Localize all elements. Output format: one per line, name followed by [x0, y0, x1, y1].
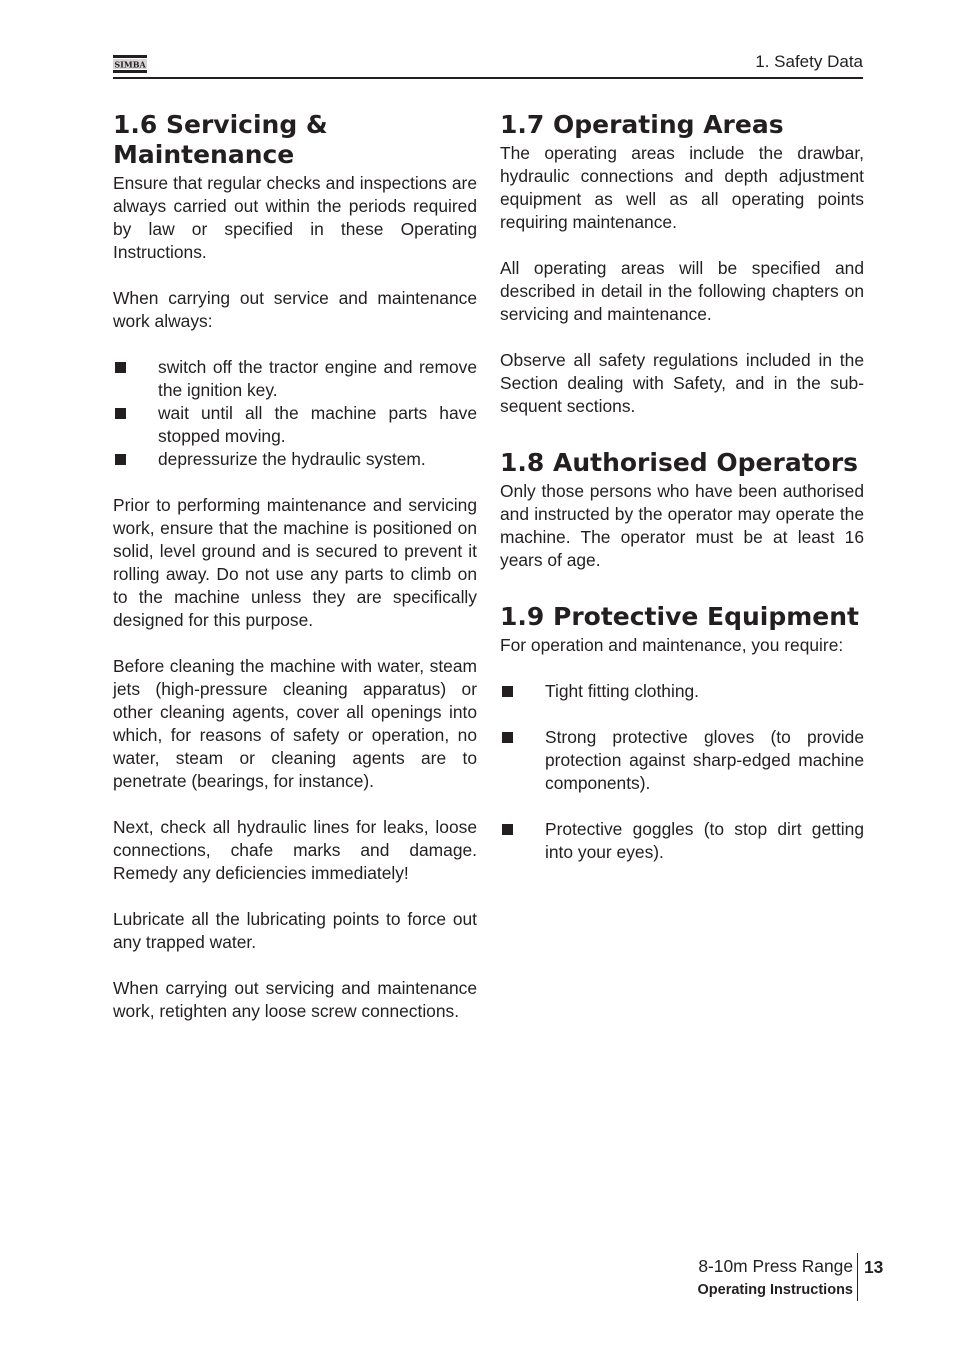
paragraph: Prior to performing maintenance and servicing work, ensure that the machine is positioned on solid, level ground and is secured to prevent it rolling away. Do not use any parts to climb on to the machine unless they are specifically designed for this purpose.: [113, 495, 477, 630]
square-bullet-icon: [115, 454, 126, 465]
paragraph: Next, check all hydraulic lines for leaks, loose connections, chafe marks and damage. Remedy any deficiencies immediately!: [113, 817, 477, 883]
heading-operating-areas: 1.7 Operating Areas: [500, 110, 784, 139]
section-label: 1. Safety Data: [755, 52, 863, 71]
paragraph: When carrying out servicing and maintenance work, retighten any loose screw connections.: [113, 978, 477, 1021]
list-item: depressurize the hydraulic system.: [113, 448, 477, 471]
simba-logo: [113, 55, 147, 73]
paragraph: Observe all safety regulations included in the Section dealing with Safety, and in the sub-sequent sections.: [500, 350, 864, 416]
svg-text:SIMBA: SIMBA: [114, 59, 146, 70]
footer-product-range: 8-10m Press Range: [698, 1253, 859, 1279]
square-bullet-icon: [502, 824, 513, 835]
list-item: Tight fitting clothing.: [500, 680, 864, 703]
heading-servicing-maintenance: 1.6 Servicing & Maintenance: [113, 110, 328, 169]
heading-protective-equipment: 1.9 Protective Equipment: [500, 602, 860, 631]
square-bullet-icon: [502, 732, 513, 743]
paragraph: Before cleaning the machine with water, steam jets (high-pressure cleaning apparatus) or other cleaning agents, cover all openings into which, for reasons of safety or operation, no water, steam or cleaning agents are to penetrate (bearings, for instance).: [113, 656, 477, 791]
paragraph: Lubricate all the lubricating points to force out any trapped water.: [113, 909, 477, 952]
left-column: [113, 110, 477, 1023]
list-item: Strong protective gloves (to provide protection against sharp-edged machine components).: [500, 726, 864, 795]
list-item: wait until all the machine parts have stopped moving.: [113, 402, 477, 448]
paragraph: Only those persons who have been authorised and instructed by the operator may operate the machine. The operator must be at least 16 years of age.: [500, 481, 864, 570]
page-footer: [698, 1253, 859, 1301]
list-item: switch off the tractor engine and remove the ignition key.: [113, 356, 477, 402]
paragraph: Ensure that regular checks and inspections are always carried out within the periods required by law or specified in these Operating Instructions.: [113, 173, 477, 262]
paragraph: The operating areas include the drawbar, hydraulic connections and depth adjustment equipment as well as all operating points requiring maintenance.: [500, 143, 864, 232]
right-column: [500, 110, 864, 864]
page-header: [113, 50, 863, 79]
paragraph: All operating areas will be specified and described in detail in the following chapters on servicing and maintenance.: [500, 258, 864, 324]
square-bullet-icon: [115, 408, 126, 419]
paragraph: When carrying out service and maintenance work always:: [113, 288, 477, 331]
heading-authorised-operators: 1.8 Authorised Operators: [500, 448, 859, 477]
maintenance-steps-list: [113, 356, 477, 471]
square-bullet-icon: [115, 362, 126, 373]
footer-subtitle: Operating Instructions: [698, 1279, 859, 1301]
page-number: 13: [864, 1257, 884, 1277]
square-bullet-icon: [502, 686, 513, 697]
list-item: Protective goggles (to stop dirt getting into your eyes).: [500, 818, 864, 864]
paragraph: For operation and maintenance, you require:: [500, 635, 844, 655]
protective-equipment-list: [500, 680, 864, 864]
